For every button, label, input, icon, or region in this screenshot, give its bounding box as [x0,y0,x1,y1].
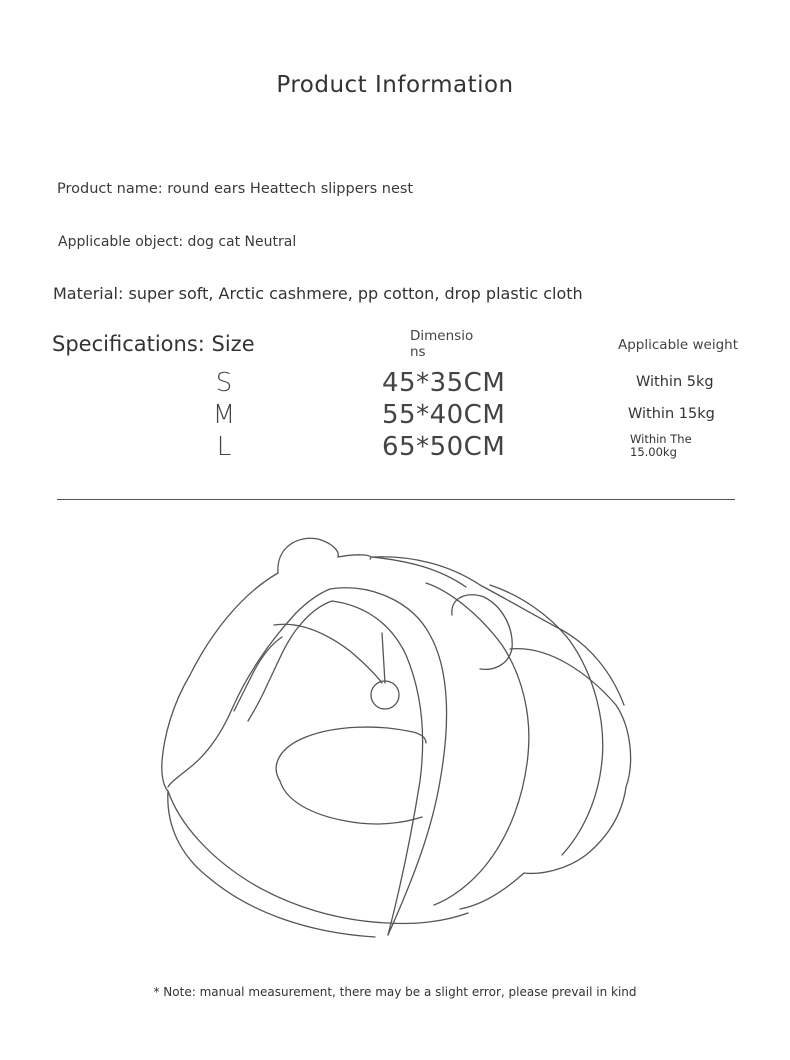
dimensions-header: Dimensions [410,328,474,360]
size-m: M [212,400,236,430]
page-title: Product Information [276,72,514,98]
size-m-dimensions: 55*40CM [382,400,506,430]
pet-nest-icon [150,525,640,945]
size-m-weight: Within 15kg [628,406,715,422]
product-name: Product name: round ears Heattech slippers nest [57,181,414,197]
size-s-dimensions: 45*35CM [382,368,506,398]
weight-header: Applicable weight [618,337,739,353]
applicable-object: Applicable object: dog cat Neutral [58,234,297,250]
specifications-label: Specifications: Size [52,332,255,356]
measurement-note: * Note: manual measurement, there may be a slight error, please prevail in kind [153,985,637,999]
section-divider [57,499,735,500]
size-l: L [216,432,232,462]
size-s: S [215,368,233,398]
size-l-weight: Within The 15.00kg [630,432,692,459]
material: Material: super soft, Arctic cashmere, pp cotton, drop plastic cloth [53,284,583,303]
size-l-dimensions: 65*50CM [382,432,506,462]
size-s-weight: Within 5kg [636,374,714,390]
